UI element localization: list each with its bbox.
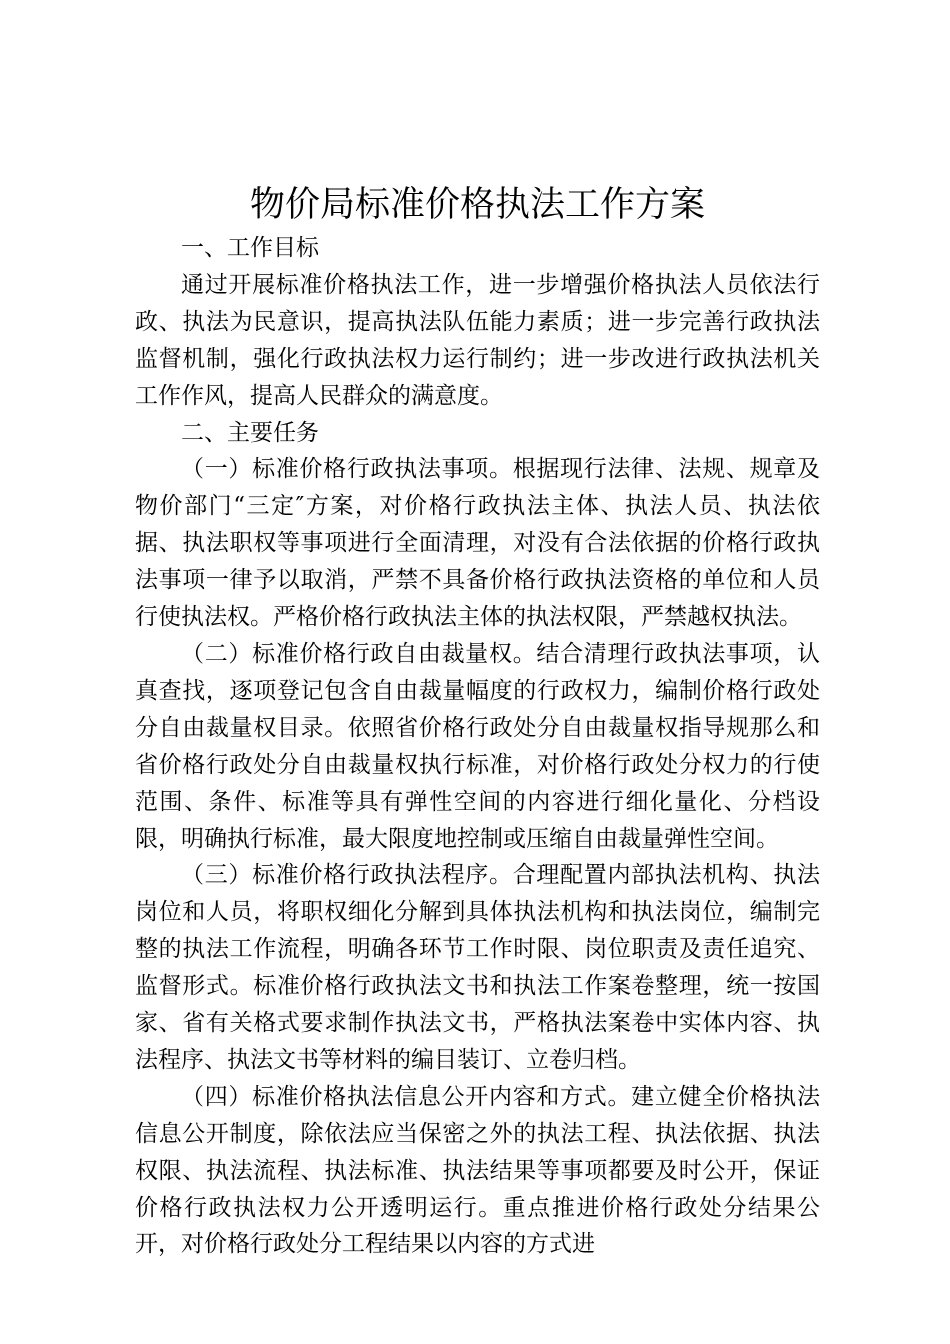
paragraph-task-4: （四）标准价格执法信息公开内容和方式。建立健全价格执法信息公开制度，除依法应当保密之外的执法工程、执法依据、执法权限、执法流程、执法标准、执法结果等事项都要及时公开，保证价格行政执法权力公开透明运行。重点推进价格行政处分结果公开，对价格行政处分工程结果以内容的方式进 [135, 1083, 820, 1258]
paragraph-task-3: （三）标准价格行政执法程序。合理配置内部执法机构、执法岗位和人员，将职权细化分解到具体执法机构和执法岗位，编制完整的执法工作流程，明确各环节工作时限、岗位职责及责任追究、监督形式。标准价格行政执法文书和执法工作案卷整理，统一按国家、省有关格式要求制作执法文书，严格执法案卷中实体内容、执法程序、执法文书等材料的编目装订、立卷归档。 [135, 862, 820, 1073]
document-title: 物价局标准价格执法工作方案 [249, 185, 705, 225]
section-heading-tasks: 二、主要任务 [181, 419, 319, 446]
paragraph-goals: 通过开展标准价格执法工作，进一步增强价格执法人员依法行政、执法为民意识，提高执法队伍能力素质；进一步完善行政执法监督机制，强化行政执法权力运行制约；进一步改进行政执法机关工作作风，提高人民群众的满意度。 [135, 271, 820, 409]
document-page [135, 180, 820, 1263]
section-heading-goals: 一、工作目标 [181, 235, 319, 261]
paragraph-task-2: （二）标准价格行政自由裁量权。结合清理行政执法事项，认真查找，逐项登记包含自由裁量幅度的行政权力，编制价格行政处分自由裁量权目录。依照省价格行政处分自由裁量权指导规那么和省价格行政处分自由裁量权执行标准，对价格行政处分权力的行使范围、条件、标准等具有弹性空间的内容进行细化量化、分档设限，明确执行标准，最大限度地控制或压缩自由裁量弹性空间。 [135, 640, 820, 852]
paragraph-task-1: （一）标准价格行政执法事项。根据现行法律、法规、规章及物价部门“三定″方案，对价格行政执法主体、执法人员、执法依据、执法职权等事项进行全面清理，对没有合法依据的价格行政执法事项一律予以取消，严禁不具备价格行政执法资格的单位和人员行使执法权。严格价格行政执法主体的执法权限，严禁越权执法。 [135, 456, 820, 631]
